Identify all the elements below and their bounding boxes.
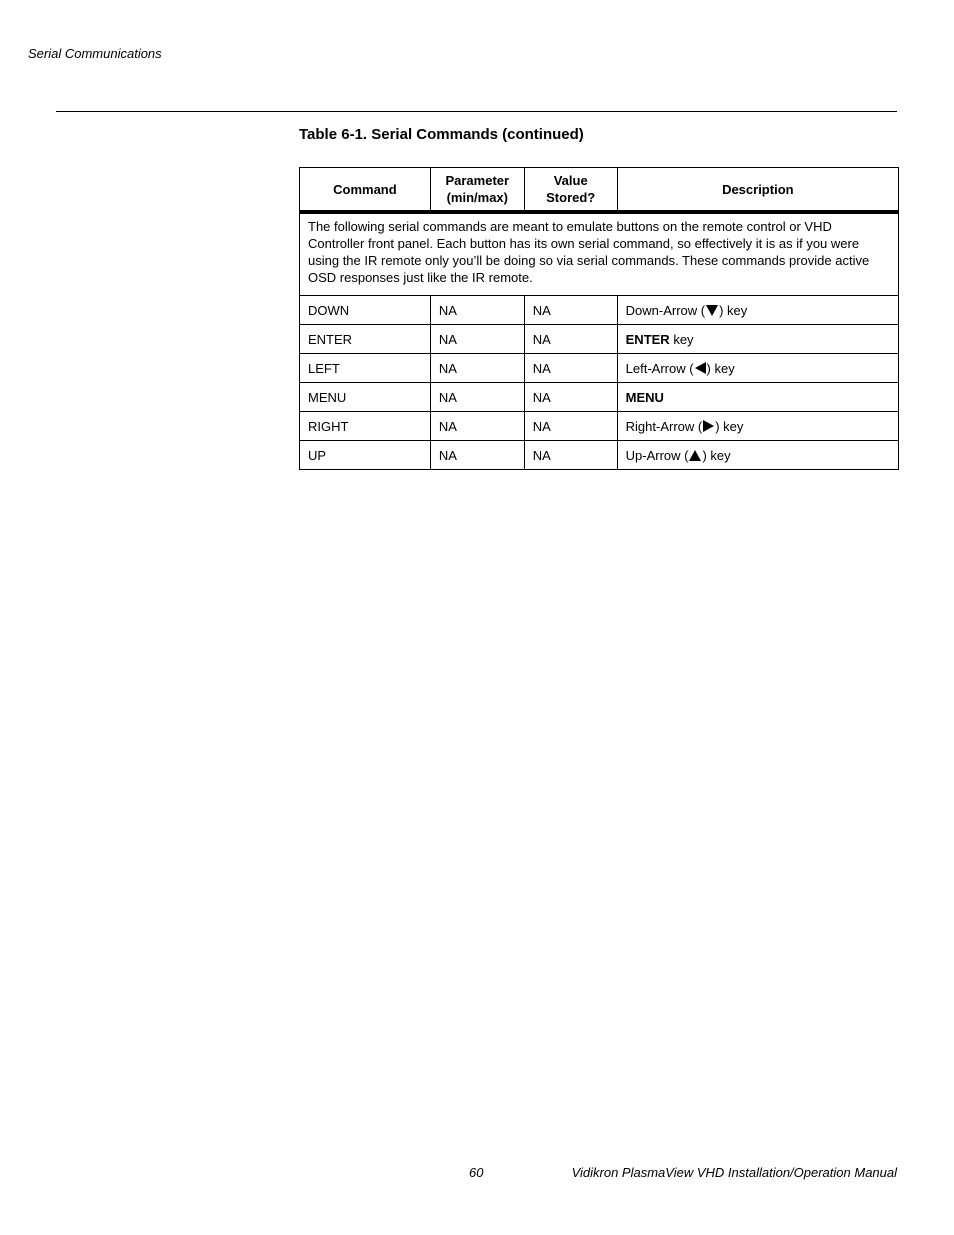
description-cell: MENU bbox=[617, 383, 898, 412]
description-cell: Right-Arrow ( ) key bbox=[617, 412, 898, 441]
table-title: Table 6-1. Serial Commands (continued) bbox=[299, 126, 584, 143]
table-row bbox=[300, 296, 899, 325]
parameter-cell: NA bbox=[430, 354, 524, 383]
left-arrow-icon bbox=[695, 362, 706, 374]
parameter-cell: NA bbox=[430, 296, 524, 325]
up-arrow-icon bbox=[689, 450, 701, 461]
value-stored-cell: NA bbox=[524, 383, 617, 412]
page-number: 60 bbox=[469, 1165, 484, 1180]
description-cell: Left-Arrow ( ) key bbox=[617, 354, 898, 383]
intro-text: The following serial commands are meant to emulate buttons on the remote control or VHD Controller front panel. Each button has its own serial command, so effectively it is as if you were using the IR remote only you’ll be doing so via serial commands. These commands provide active OSD responses just like the IR remote. bbox=[300, 212, 899, 296]
parameter-cell: NA bbox=[430, 441, 524, 470]
right-arrow-icon bbox=[703, 420, 714, 432]
down-arrow-icon bbox=[706, 305, 718, 316]
value-stored-cell: NA bbox=[524, 441, 617, 470]
value-stored-cell: NA bbox=[524, 412, 617, 441]
table-row bbox=[300, 412, 899, 441]
column-header-parameter: Parameter (min/max) bbox=[430, 168, 524, 213]
description-cell: Down-Arrow ( ) key bbox=[617, 296, 898, 325]
table-header-row bbox=[300, 168, 899, 213]
command-cell: LEFT bbox=[300, 354, 431, 383]
value-stored-cell: NA bbox=[524, 296, 617, 325]
table-row bbox=[300, 354, 899, 383]
command-cell: DOWN bbox=[300, 296, 431, 325]
manual-title: Vidikron PlasmaView VHD Installation/Operation Manual bbox=[571, 1165, 897, 1180]
description-cell: ENTER key bbox=[617, 325, 898, 354]
description-cell: Up-Arrow ( ) key bbox=[617, 441, 898, 470]
parameter-cell: NA bbox=[430, 383, 524, 412]
value-stored-cell: NA bbox=[524, 354, 617, 383]
column-header-command: Command bbox=[300, 168, 431, 213]
command-cell: ENTER bbox=[300, 325, 431, 354]
serial-commands-table bbox=[299, 167, 899, 470]
table-row bbox=[300, 325, 899, 354]
column-header-description: Description bbox=[617, 168, 898, 213]
value-stored-cell: NA bbox=[524, 325, 617, 354]
table-row bbox=[300, 383, 899, 412]
header-rule bbox=[56, 111, 897, 112]
intro-row bbox=[300, 212, 899, 296]
command-cell: UP bbox=[300, 441, 431, 470]
command-cell: RIGHT bbox=[300, 412, 431, 441]
parameter-cell: NA bbox=[430, 412, 524, 441]
running-head: Serial Communications bbox=[28, 46, 162, 61]
table-row bbox=[300, 441, 899, 470]
command-cell: MENU bbox=[300, 383, 431, 412]
column-header-value-stored: Value Stored? bbox=[524, 168, 617, 213]
parameter-cell: NA bbox=[430, 325, 524, 354]
